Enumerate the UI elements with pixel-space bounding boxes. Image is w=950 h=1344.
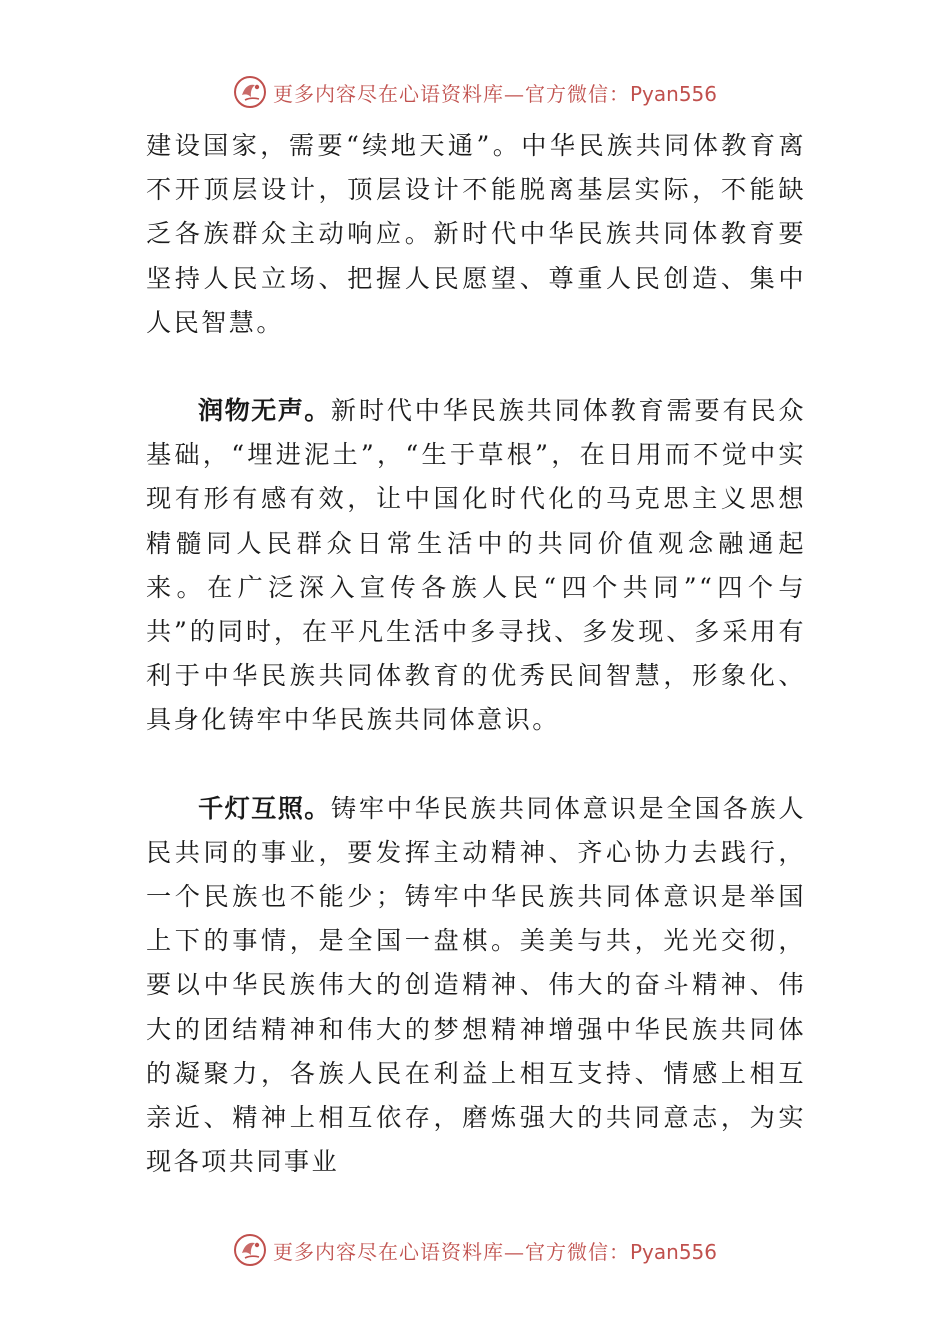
watermark-logo-icon: [233, 1233, 267, 1267]
watermark-handle: Pyan556: [629, 81, 717, 106]
watermark-text: 更多内容尽在心语资料库—官方微信：Pyan556: [272, 81, 717, 106]
paragraph-3-body: 铸牢中华民族共同体意识是全国各族人民共同的事业，要发挥主动精神、齐心协力去践行，一个民族也不能少；铸牢中华民族共同体意识是举国上下的事情，是全国一盘棋。美美与共，光光交彻，要以中华民族伟大的创造精神、伟大的奋斗精神、伟大的团结精神和伟大的梦想精神增强中华民族共同体的凝聚力，各族人民在利益上相互支持、情感上相互亲近、精神上相互依存，磨炼强大的共同意志，为实现各项共同事业: [146, 793, 806, 1177]
watermark-text: 更多内容尽在心语资料库—官方微信：Pyan556: [272, 1239, 717, 1264]
footer-watermark: [0, 1232, 950, 1268]
paragraph-2: [146, 389, 806, 743]
paragraph-3-lead: 千灯互照。: [198, 793, 331, 823]
watermark-logo-icon: [233, 75, 267, 109]
header-watermark: [0, 74, 950, 110]
paragraph-1-body: 建设国家，需要“续地天通”。中华民族共同体教育离不开顶层设计，顶层设计不能脱离基层实际，不能缺乏各族群众主动响应。新时代中华民族共同体教育要坚持人民立场、把握人民愿望、尊重人民创造、集中人民智慧。: [146, 131, 806, 337]
paragraph-1: [146, 124, 806, 345]
document-body: [146, 124, 806, 1184]
watermark-handle: Pyan556: [629, 1239, 717, 1264]
paragraph-2-body: 新时代中华民族共同体教育需要有民众基础，“埋进泥土”，“生于草根”，在日用而不觉中实现有形有感有效，让中国化时代化的马克思主义思想精髓同人民群众日常生活中的共同价值观念融通起来。在广泛深入宣传各族人民“四个共同”“四个与共”的同时，在平凡生活中多寻找、多发现、多采用有利于中华民族共同体教育的优秀民间智慧，形象化、具身化铸牢中华民族共同体意识。: [146, 396, 806, 735]
paragraph-2-lead: 润物无声。: [198, 396, 331, 426]
paragraph-3: [146, 787, 806, 1185]
